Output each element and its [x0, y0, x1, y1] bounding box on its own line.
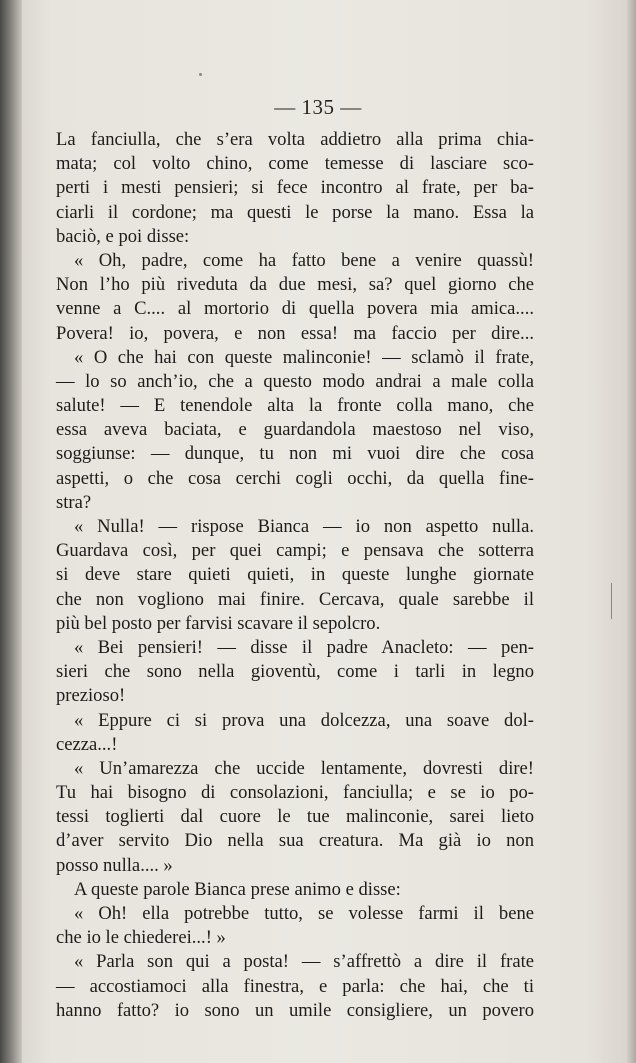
text-line: « Eppure ci si prova una dolcezza, una soave dol-	[74, 709, 534, 731]
text-line: « Oh! ella potrebbe tutto, se volesse farmi il bene	[74, 903, 534, 924]
text-line: posso nulla.... »	[56, 854, 173, 876]
page-edge-shadow	[626, 0, 636, 1063]
text-line: « O che hai con queste malinconie! — sclamò il frate,	[74, 346, 534, 368]
text-line: che io le chiederei...! »	[56, 927, 226, 949]
text-line: « Bei pensieri! — disse il padre Anacleto: — pen-	[74, 636, 534, 658]
page-gutter-shadow	[0, 0, 22, 1063]
text-line: tessi toglierti dal cuore le tue malinconie, sarei lieto	[56, 806, 534, 828]
text-line: prezioso!	[56, 685, 126, 707]
text-line: Non l’ho più riveduta da due mesi, sa? quel giorno che	[56, 274, 534, 296]
text-line: Povera! io, povera, e non essa! ma faccio per dire...	[56, 322, 534, 344]
text-line: « Un’amarezza che uccide lentamente, dovresti dire!	[74, 757, 534, 779]
text-line: « Parla son qui a posta! — s’affrettò a dire il frate	[74, 951, 534, 973]
text-line: d’aver servito Dio nella sua creatura. Ma già io non	[56, 830, 534, 852]
text-line: hanno fatto? io sono un umile consigliere, un povero	[56, 999, 534, 1021]
text-line: che non vogliono mai finire. Cercava, quale sarebbe il	[56, 588, 534, 610]
text-line: Tu hai bisogno di consolazioni, fanciulla; e se io po-	[56, 782, 534, 804]
text-line: cezza...!	[56, 733, 118, 755]
text-line: baciò, e poi disse:	[56, 225, 190, 247]
text-line: — lo so anch’io, che a questo modo andrai a male colla	[56, 370, 534, 392]
text-line: « Oh, padre, come ha fatto bene a venire quassù!	[74, 249, 534, 271]
text-line: si deve stare quieti quieti, in queste lunghe giornate	[56, 564, 534, 586]
text-line: soggiunse: — dunque, tu non mi vuoi dire che cosa	[56, 443, 534, 465]
page-number: — 135 —	[274, 95, 362, 119]
text-line: venne a C.... al mortorio di quella povera mia amica....	[56, 298, 534, 320]
text-line: — accostiamoci alla finestra, e parla: che hai, che ti	[56, 975, 534, 997]
text-line: salute! — E tenendole alta la fronte colla mano, che	[56, 395, 534, 417]
body-text	[56, 128, 534, 1023]
text-line: aspetti, o che cosa cerchi cogli occhi, da quella fine-	[56, 467, 534, 489]
paper-speck	[199, 73, 202, 76]
text-line: mata; col volto chino, come temesse di lasciare sco-	[56, 153, 534, 175]
text-line: ciarli il cordone; ma questi le porse la mano. Essa la	[56, 201, 534, 223]
text-line: A queste parole Bianca prese animo e disse:	[74, 878, 401, 900]
text-line: essa aveva baciata, e guardandola maestoso nel viso,	[56, 419, 534, 441]
text-line: Guardava così, per quei campi; e pensava che sotterra	[56, 540, 534, 562]
text-line: perti i mesti pensieri; si fece incontro al frate, per ba-	[56, 177, 534, 199]
text-line: sieri che sono nella gioventù, come i tarli in legno	[56, 661, 534, 683]
text-line: « Nulla! — rispose Bianca — io non aspetto nulla.	[74, 516, 534, 537]
text-line: più bel posto per farvisi scavare il sepolcro.	[56, 612, 381, 634]
text-line: stra?	[56, 491, 92, 513]
text-line: La fanciulla, che s’era volta addietro alla prima chia-	[56, 129, 534, 150]
margin-pencil-mark	[611, 583, 612, 619]
